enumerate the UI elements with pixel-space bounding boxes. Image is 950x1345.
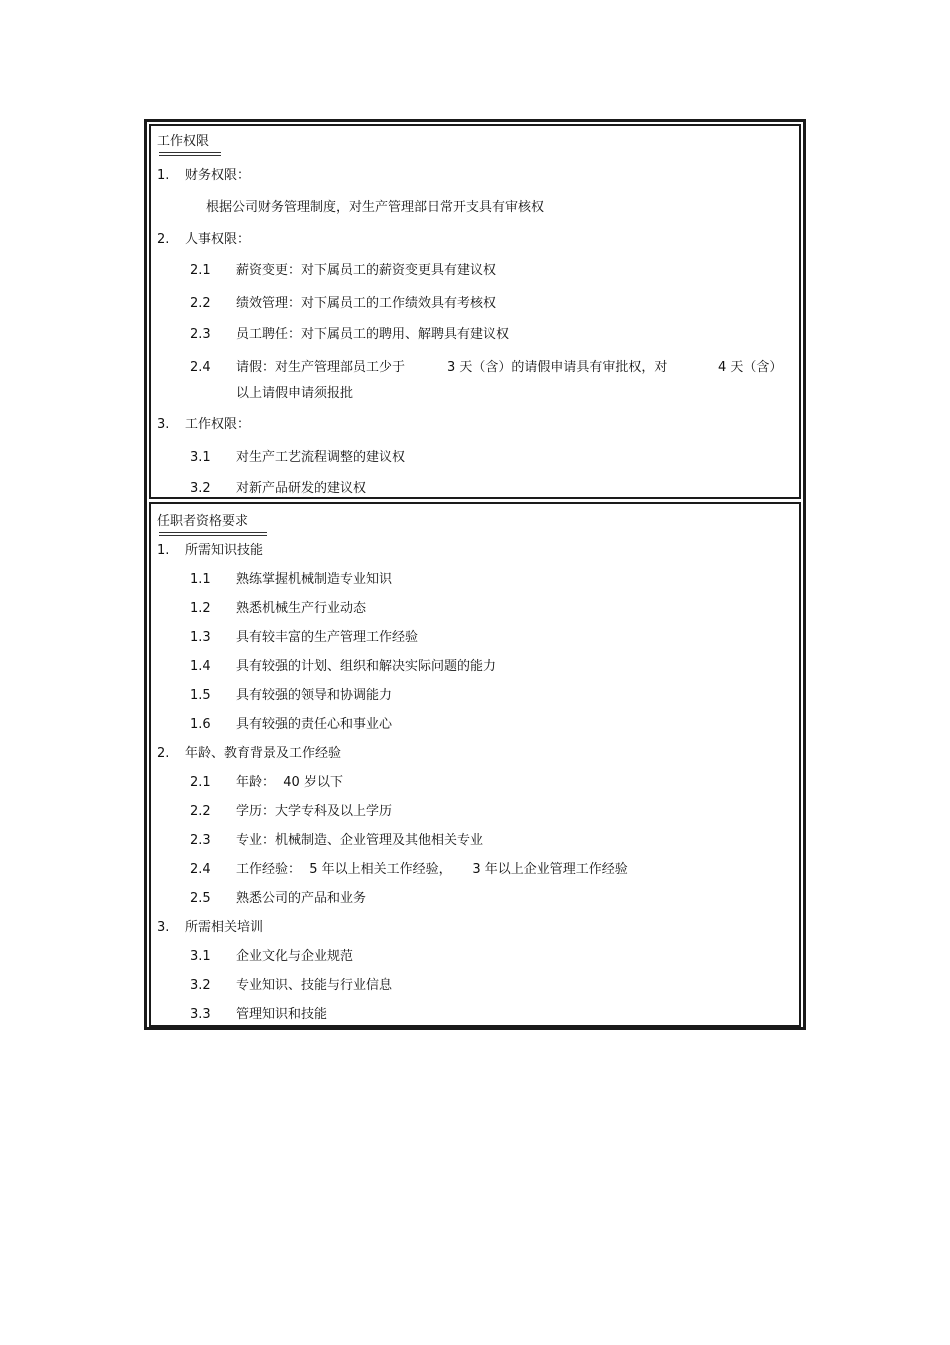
section-title-work-authority: 工作权限 (157, 134, 210, 149)
finance-description: 根据公司财务管理制度，对生产管理部日常开支具有审核权 (206, 200, 545, 215)
list-item: 具有较强的责任心和事业心 (236, 717, 393, 732)
list-item-number: 1.2 (190, 601, 211, 616)
sub-item-text: 对新产品研发的建议权 (236, 481, 367, 496)
list-item-number: 1.5 (190, 688, 211, 703)
title-underline (159, 152, 221, 156)
item-number: 2. (157, 232, 170, 247)
sub-item-text-part-b: 3 天（含）的请假申请具有审批权，对 (447, 360, 668, 375)
sub-item-text: 绩效管理：对下属员工的工作绩效具有考核权 (236, 296, 497, 311)
item-number: 1. (157, 168, 170, 183)
list-item-number: 1.1 (190, 572, 211, 587)
group-label: 所需相关培训 (185, 920, 264, 935)
sub-item-text-part-d: 以上请假申请须报批 (236, 386, 354, 401)
sub-item-number: 2.4 (190, 360, 211, 375)
sub-item-text: 对生产工艺流程调整的建议权 (236, 450, 406, 465)
sub-item-text-part-c: 4 天（含） (718, 360, 783, 375)
item-label-personnel: 人事权限： (185, 232, 251, 247)
list-item-number: 3.2 (190, 978, 211, 993)
group-label: 年龄、教育背景及工作经验 (185, 746, 342, 761)
job-description-table (144, 119, 806, 1030)
group-number: 2. (157, 746, 170, 761)
list-item-number: 1.4 (190, 659, 211, 674)
sub-item-number: 3.1 (190, 450, 211, 465)
list-item: 年龄： 40 岁以下 (236, 775, 343, 790)
list-item: 管理知识和技能 (236, 1007, 328, 1022)
list-item-number: 3.1 (190, 949, 211, 964)
list-item-number: 2.5 (190, 891, 211, 906)
qualification-section (149, 502, 801, 1027)
section-title-qualifications: 任职者资格要求 (157, 514, 249, 529)
work-authority-section (149, 124, 801, 499)
item-label-finance: 财务权限： (185, 168, 251, 183)
list-item: 具有较强的领导和协调能力 (236, 688, 393, 703)
list-item: 熟悉公司的产品和业务 (236, 891, 367, 906)
list-item: 专业：机械制造、企业管理及其他相关专业 (236, 833, 484, 848)
list-item-number: 2.2 (190, 804, 211, 819)
sub-item-text-part-a: 请假：对生产管理部员工少于 (236, 360, 406, 375)
list-item-number: 2.3 (190, 833, 211, 848)
sub-item-number: 3.2 (190, 481, 211, 496)
list-item: 熟悉机械生产行业动态 (236, 601, 367, 616)
list-item-number: 1.6 (190, 717, 211, 732)
group-label: 所需知识技能 (185, 543, 264, 558)
list-item-number: 2.1 (190, 775, 211, 790)
list-item-number: 1.3 (190, 630, 211, 645)
list-item: 具有较丰富的生产管理工作经验 (236, 630, 419, 645)
group-number: 1. (157, 543, 170, 558)
sub-item-text: 薪资变更：对下属员工的薪资变更具有建议权 (236, 263, 497, 278)
list-item: 熟练掌握机械制造专业知识 (236, 572, 393, 587)
list-item-number: 3.3 (190, 1007, 211, 1022)
list-item: 具有较强的计划、组织和解决实际问题的能力 (236, 659, 497, 674)
item-label-work: 工作权限： (185, 417, 251, 432)
list-item: 工作经验： 5 年以上相关工作经验， 3 年以上企业管理工作经验 (236, 862, 628, 877)
title-underline (159, 532, 267, 536)
list-item: 学历：大学专科及以上学历 (236, 804, 393, 819)
sub-item-number: 2.3 (190, 327, 211, 342)
list-item-number: 2.4 (190, 862, 211, 877)
sub-item-number: 2.1 (190, 263, 211, 278)
list-item: 专业知识、技能与行业信息 (236, 978, 393, 993)
group-number: 3. (157, 920, 170, 935)
list-item: 企业文化与企业规范 (236, 949, 354, 964)
item-number: 3. (157, 417, 170, 432)
sub-item-number: 2.2 (190, 296, 211, 311)
sub-item-text: 员工聘任：对下属员工的聘用、解聘具有建议权 (236, 327, 510, 342)
